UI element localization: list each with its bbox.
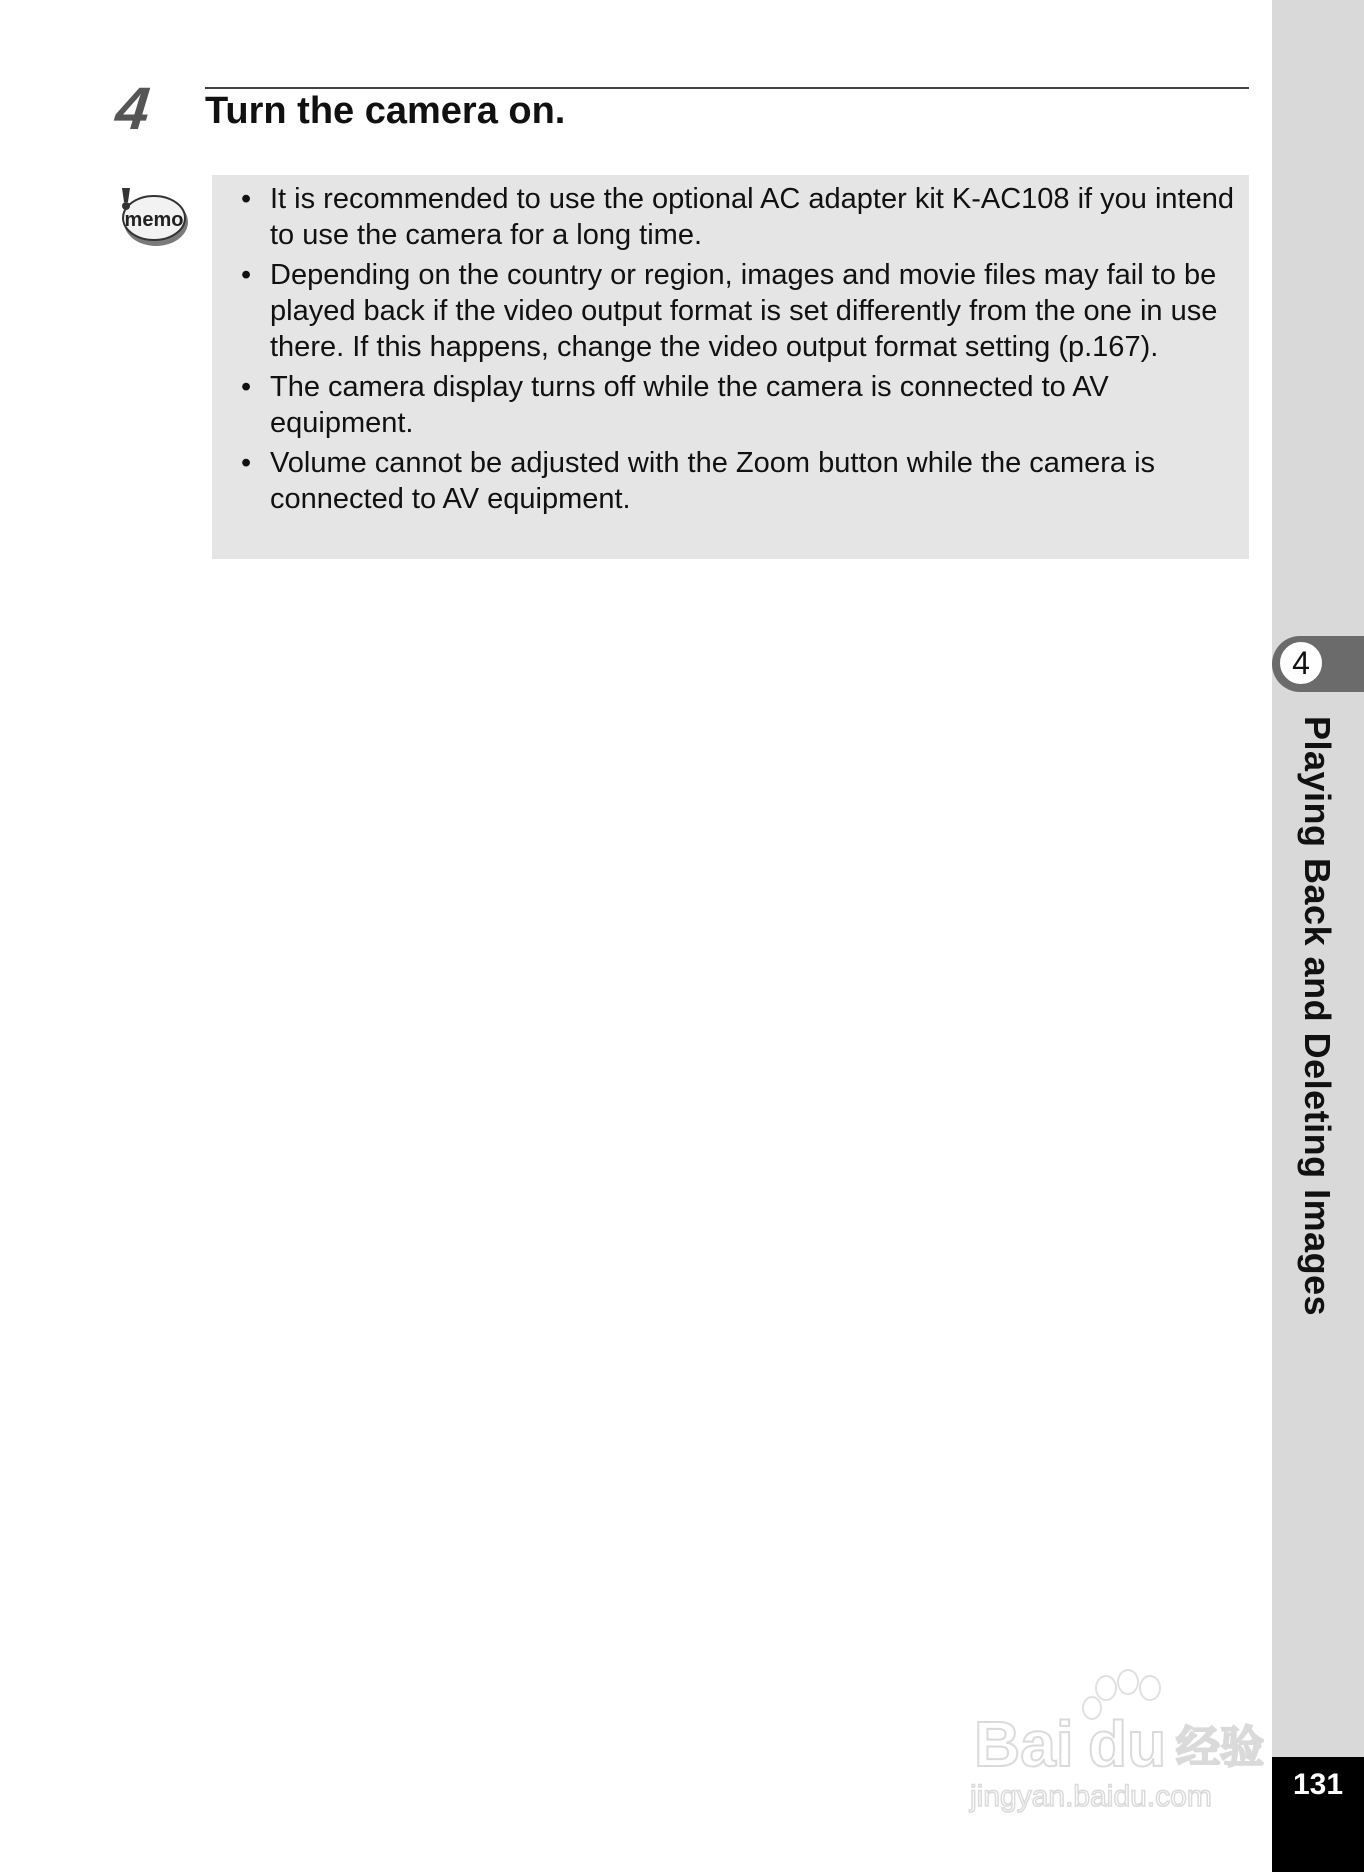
memo-icon [116, 184, 190, 250]
chapter-number: 4 [1278, 640, 1324, 686]
memo-box [212, 175, 1249, 559]
page-number: 131 [1292, 1768, 1344, 1801]
memo-item: • It is recommended to use the optional AC adapter kit K-AC108 if you intend to use the camera for a long time. [226, 181, 1235, 253]
memo-item: • The camera display turns off while the camera is connected to AV equipment. [226, 369, 1235, 441]
svg-text:jingyan.baidu.com: jingyan.baidu.com [970, 1780, 1212, 1813]
memo-list [226, 181, 1235, 517]
baidu-watermark-logo [966, 1666, 1276, 1816]
heading-rule [205, 87, 1249, 89]
step-number: 4 [112, 75, 153, 142]
svg-text:经验: 经验 [1176, 1722, 1264, 1773]
step-title: Turn the camera on. [205, 90, 566, 132]
svg-text:Bai: Bai [974, 1708, 1074, 1780]
memo-item: • Depending on the country or region, images and movie files may fail to be played back if the video output format is set differently from the one in use there. If this happens, change the video output format setting (p.167). [226, 257, 1235, 365]
svg-text:du: du [1088, 1708, 1167, 1780]
memo-icon-label: memo [124, 209, 184, 231]
chapter-title: Playing Back and Deleting Images [1297, 716, 1338, 1317]
memo-item: • Volume cannot be adjusted with the Zoom button while the camera is connected to AV equipment. [226, 445, 1235, 517]
